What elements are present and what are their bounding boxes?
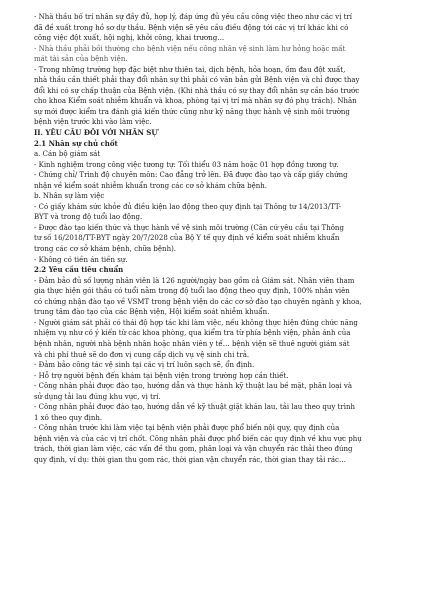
text-line: - Người giám sát phải có thái độ hợp tác khi làm việc, nếu không thực hiện đúng chức năng — [34, 318, 358, 327]
text-line: - Đảm bảo đủ số lượng nhân viên là 126 người/ngày bao gồm cả Giám sát. Nhân viên tham — [34, 276, 355, 285]
text-line: - Chứng chỉ/ Trình độ chuyên môn: Cao đẳng trở lên. Đã được đào tạo và cấp giấy chứng — [34, 171, 348, 180]
text-line: a. Cán bộ giám sát — [34, 150, 101, 159]
text-line: - Được đào tạo kiến thức và thực hành về vệ sinh môi trường (Căn cứ yêu cầu tại Thông — [34, 223, 344, 232]
subsection-heading: 2.2 Yêu cầu tiêu chuẩn — [34, 265, 124, 275]
text-line: - Không có tiền án tiền sự. — [34, 255, 128, 264]
text-line: tư số 16/2018/TT-BYT ngày 20/7/2028 của Bộ Y tế quy định về kiểm soát nhiễm khuẩn — [34, 234, 340, 243]
text-line: quy định, ví dụ: thời gian thu gom rác, thời gian vận chuyển rác, thời gian thay tải rác… — [34, 455, 346, 464]
text-line: trung tâm đào tạo của các Bệnh viện, Hội kiểm soát nhiễm khuẩn. — [34, 308, 270, 317]
text-line: đã đề xuất trong hồ sơ dự thầu. Bệnh viện sẽ yêu cầu điều động tới các vị trí khác khi có — [34, 23, 349, 32]
text-line: - Có giấy khám sức khỏe đủ điều kiện lao động theo quy định tại Thông tư 14/2013/TT- — [34, 202, 342, 211]
text-line: - Nhà thầu phải bồi thường cho bệnh viện nếu công nhân vệ sinh làm hư hỏng hoặc mất — [34, 44, 346, 53]
text-line: sự mới được kiểm tra đánh giá kiến thức cũng như kỹ năng thực hành vệ sinh môi trường — [34, 107, 350, 116]
section-heading: II. YÊU CẦU ĐỐI VỚI NHÂN SỰ — [34, 128, 158, 138]
text-line: - Đảm bảo công tác vệ sinh tại các vị trí luôn sạch sẽ, ổn định. — [34, 361, 255, 370]
text-line: 1 xô theo quy định. — [34, 413, 103, 422]
text-line: b. Nhân sự làm việc — [34, 192, 105, 201]
text-line: - Công nhân phải được đào tạo, hướng dẫn và thực hành kỹ thuật lau bề mặt, phân loại và — [34, 382, 353, 391]
text-line: mát tài sản của bệnh viện. — [34, 55, 128, 64]
text-line: trách, thời gian làm việc, các vấn đề thu gom, phân loại và vận chuyển rác thải theo đúng — [34, 445, 353, 454]
text-line: - Hỗ trợ người bệnh đến khám tại bệnh viện trong trường hợp cần thiết. — [34, 371, 289, 380]
text-line: gia thực hiện gói thầu có tuổi nằm trong độ tuổi lao động theo quy định, 100% nhân viên — [34, 287, 350, 296]
text-line: đổi khi có sự chấp thuận của Bệnh viện. (Khi nhà thầu có sự thay đổi nhân sự cần báo trước — [34, 86, 360, 95]
text-line: - Nhà thầu bố trí nhân sự đầy đủ, hợp lý, đáp ứng đủ yêu cầu công việc theo như các vị trí — [34, 13, 352, 21]
text-line: nhiệm vụ như có ý kiến từ các khoa phòng, qua kiểm tra từ phía bệnh viện, phản ánh của — [34, 329, 351, 338]
text-line: bệnh nhân, người nhà bệnh nhân hoặc nhân viên y tế… bệnh viện sẽ thuê người giám sát — [34, 339, 350, 348]
text-line: - Công nhân phải được đào tạo, hướng dẫn về kỹ thuật giặt khăn lau, tải lau theo quy trình — [34, 403, 355, 412]
subsection-heading: 2.1 Nhân sự chủ chốt — [34, 138, 118, 148]
text-line: nhận về kiểm soát nhiễm khuẩn trong các cơ sở khám chữa bệnh. — [34, 181, 267, 190]
text-line: bệnh viện và của các vị trí chốt. Công nhân phải được phổ biến các quy định về khu vực phụ — [34, 434, 362, 443]
text-line: và chi phí thuê sẽ do đơn vị cung cấp dịch vụ vệ sinh chi trả. — [34, 350, 250, 359]
text-line: BYT và trong độ tuổi lao động. — [34, 213, 143, 222]
text-line: trong các cơ sở khám bệnh, chữa bệnh). — [34, 245, 177, 254]
text-line: có chứng nhận đào tạo về VSMT trong bệnh viện do các cơ sở đào tạo chuyên ngành y khoa, — [34, 297, 362, 306]
text-line: - Công nhân trước khi làm việc tại bệnh viện phải được phổ biến nội quy, quy định của — [34, 424, 340, 433]
text-line: - Trong những trường hợp đặc biệt như thiên tai, dịch bệnh, hỏa hoạn, ốm đau đột xuất, — [34, 65, 346, 74]
text-line: cho khoa Kiểm soát nhiễm khuẩn và khoa, phòng tại vị trí mà nhân sự đó phụ trách). Nhân — [34, 97, 357, 106]
text-line: công việc đột xuất, hội nghị, khởi công, khai trương… — [34, 34, 225, 43]
text-line: - Kinh nghiệm trong công việc tương tự: Tối thiểu 03 năm hoặc 01 hợp đồng tương tự. — [34, 160, 339, 169]
text-line: sử dụng tải lau đúng khu vực, vị trí. — [34, 392, 161, 401]
text-line: bệnh viện trước khi vào làm việc. — [34, 118, 152, 127]
text-line: nhà thầu cần thiết phải thay đổi nhân sự thì phải có văn bản gửi Bệnh viện và chỉ được thay — [34, 76, 360, 85]
